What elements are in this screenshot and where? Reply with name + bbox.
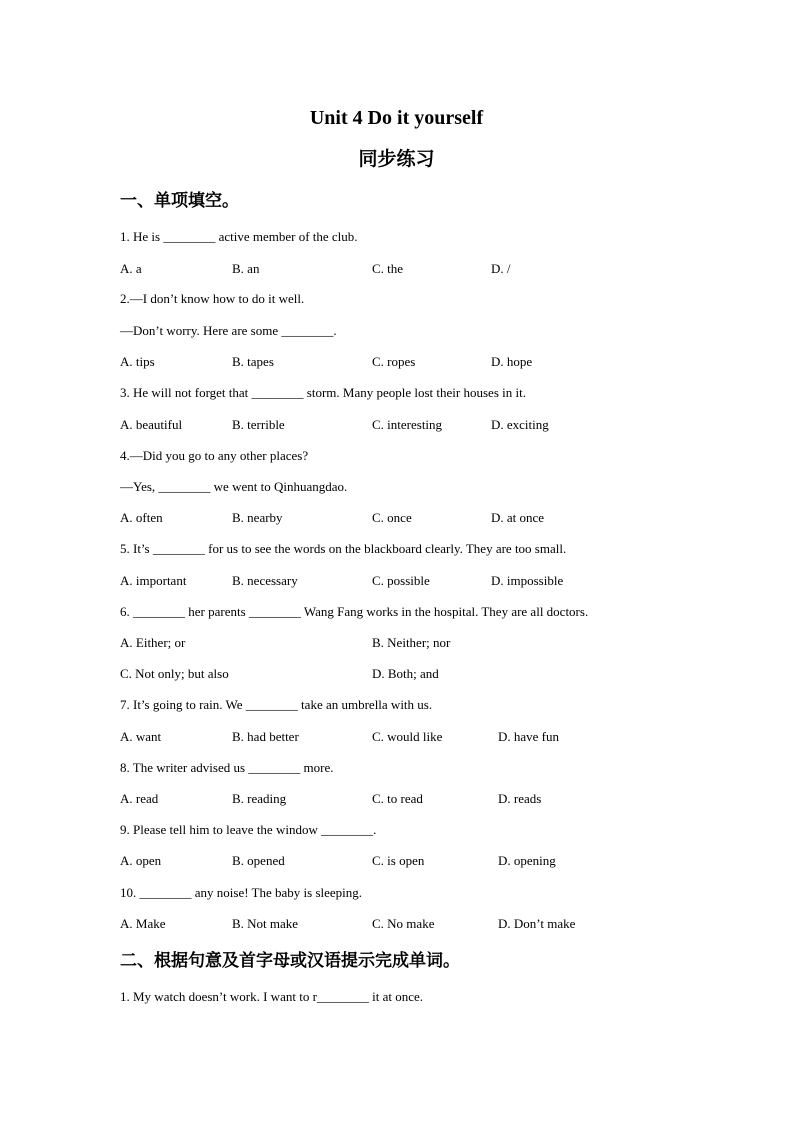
question-6-option-a: A. Either; or [120, 635, 186, 650]
question-9-option-b: B. opened [232, 853, 285, 868]
question-3-option-a: A. beautiful [120, 417, 183, 432]
question-9-option-d: D. opening [498, 853, 556, 868]
question-8-option-c: C. to read [372, 791, 423, 806]
question-3-option-b: B. terrible [232, 417, 285, 432]
question-5-stem: 5. It’s ________ for us to see the words on the blackboard clearly. They are too small. [120, 541, 567, 556]
question-2-option-d: D. hope [491, 354, 533, 369]
question-1-stem: 1. He is ________ active member of the club. [120, 229, 358, 244]
question-2-stem-line-1: 2.—I don’t know how to do it well. [120, 291, 305, 306]
question-1-option-b: B. an [232, 261, 260, 276]
question-9-stem: 9. Please tell him to leave the window ________. [120, 822, 377, 837]
question-4-stem-line-1: 4.—Did you go to any other places? [120, 448, 309, 463]
question-1-option-c: C. the [372, 261, 404, 276]
question-8-option-b: B. reading [232, 791, 287, 806]
question-10-option-a: A. Make [120, 916, 166, 931]
section-1-heading: 一、单项填空。 [120, 191, 239, 211]
question-8-option-d: D. reads [498, 791, 542, 806]
section-2-heading: 二、根据句意及首字母或汉语提示完成单词。 [120, 951, 460, 971]
question-10-option-b: B. Not make [232, 916, 299, 931]
page-title: Unit 4 Do it yourself [309, 107, 484, 129]
question-4-option-c: C. once [372, 510, 412, 525]
question-8-option-a: A. read [120, 791, 159, 806]
question-9-option-a: A. open [120, 853, 162, 868]
question-4-option-b: B. nearby [232, 510, 283, 525]
question-2-stem-line-2: —Don’t worry. Here are some ________. [120, 323, 337, 338]
question-2-option-a: A. tips [120, 354, 155, 369]
question-7-option-b: B. had better [232, 729, 299, 744]
question-5-option-c: C. possible [372, 573, 430, 588]
question-6-option-b: B. Neither; nor [372, 635, 451, 650]
question-3-stem: 3. He will not forget that ________ storm. Many people lost their houses in it. [120, 385, 526, 400]
question-5-option-d: D. impossible [491, 573, 564, 588]
question-4-option-a: A. often [120, 510, 163, 525]
question-6-option-d: D. Both; and [372, 666, 439, 681]
question-7-stem: 7. It’s going to rain. We ________ take an umbrella with us. [120, 697, 433, 712]
question-2-option-b: B. tapes [232, 354, 274, 369]
question-7-option-d: D. have fun [498, 729, 560, 744]
question-10-option-c: C. No make [372, 916, 435, 931]
question-7-option-a: A. want [120, 729, 162, 744]
question-3-option-d: D. exciting [491, 417, 549, 432]
question-2-option-c: C. ropes [372, 354, 416, 369]
question-10-stem: 10. ________ any noise! The baby is sleeping. [120, 885, 363, 900]
question-6-stem: 6. ________ her parents ________ Wang Fang works in the hospital. They are all doctors. [120, 604, 589, 619]
question-4-option-d: D. at once [491, 510, 545, 525]
question-5-option-a: A. important [120, 573, 187, 588]
section-2-question-1-stem: 1. My watch doesn’t work. I want to r________ it at once. [120, 989, 424, 1004]
question-8-stem: 8. The writer advised us ________ more. [120, 760, 334, 775]
question-5-option-b: B. necessary [232, 573, 298, 588]
question-10-option-d: D. Don’t make [498, 916, 576, 931]
question-7-option-c: C. would like [372, 729, 443, 744]
page-subtitle: 同步练习 [358, 148, 435, 170]
question-4-stem-line-2: —Yes, ________ we went to Qinhuangdao. [120, 479, 348, 494]
question-1-option-d: D. / [491, 261, 511, 276]
question-1-option-a: A. a [120, 261, 142, 276]
question-6-option-c: C. Not only; but also [120, 666, 229, 681]
question-3-option-c: C. interesting [372, 417, 443, 432]
question-9-option-c: C. is open [372, 853, 425, 868]
